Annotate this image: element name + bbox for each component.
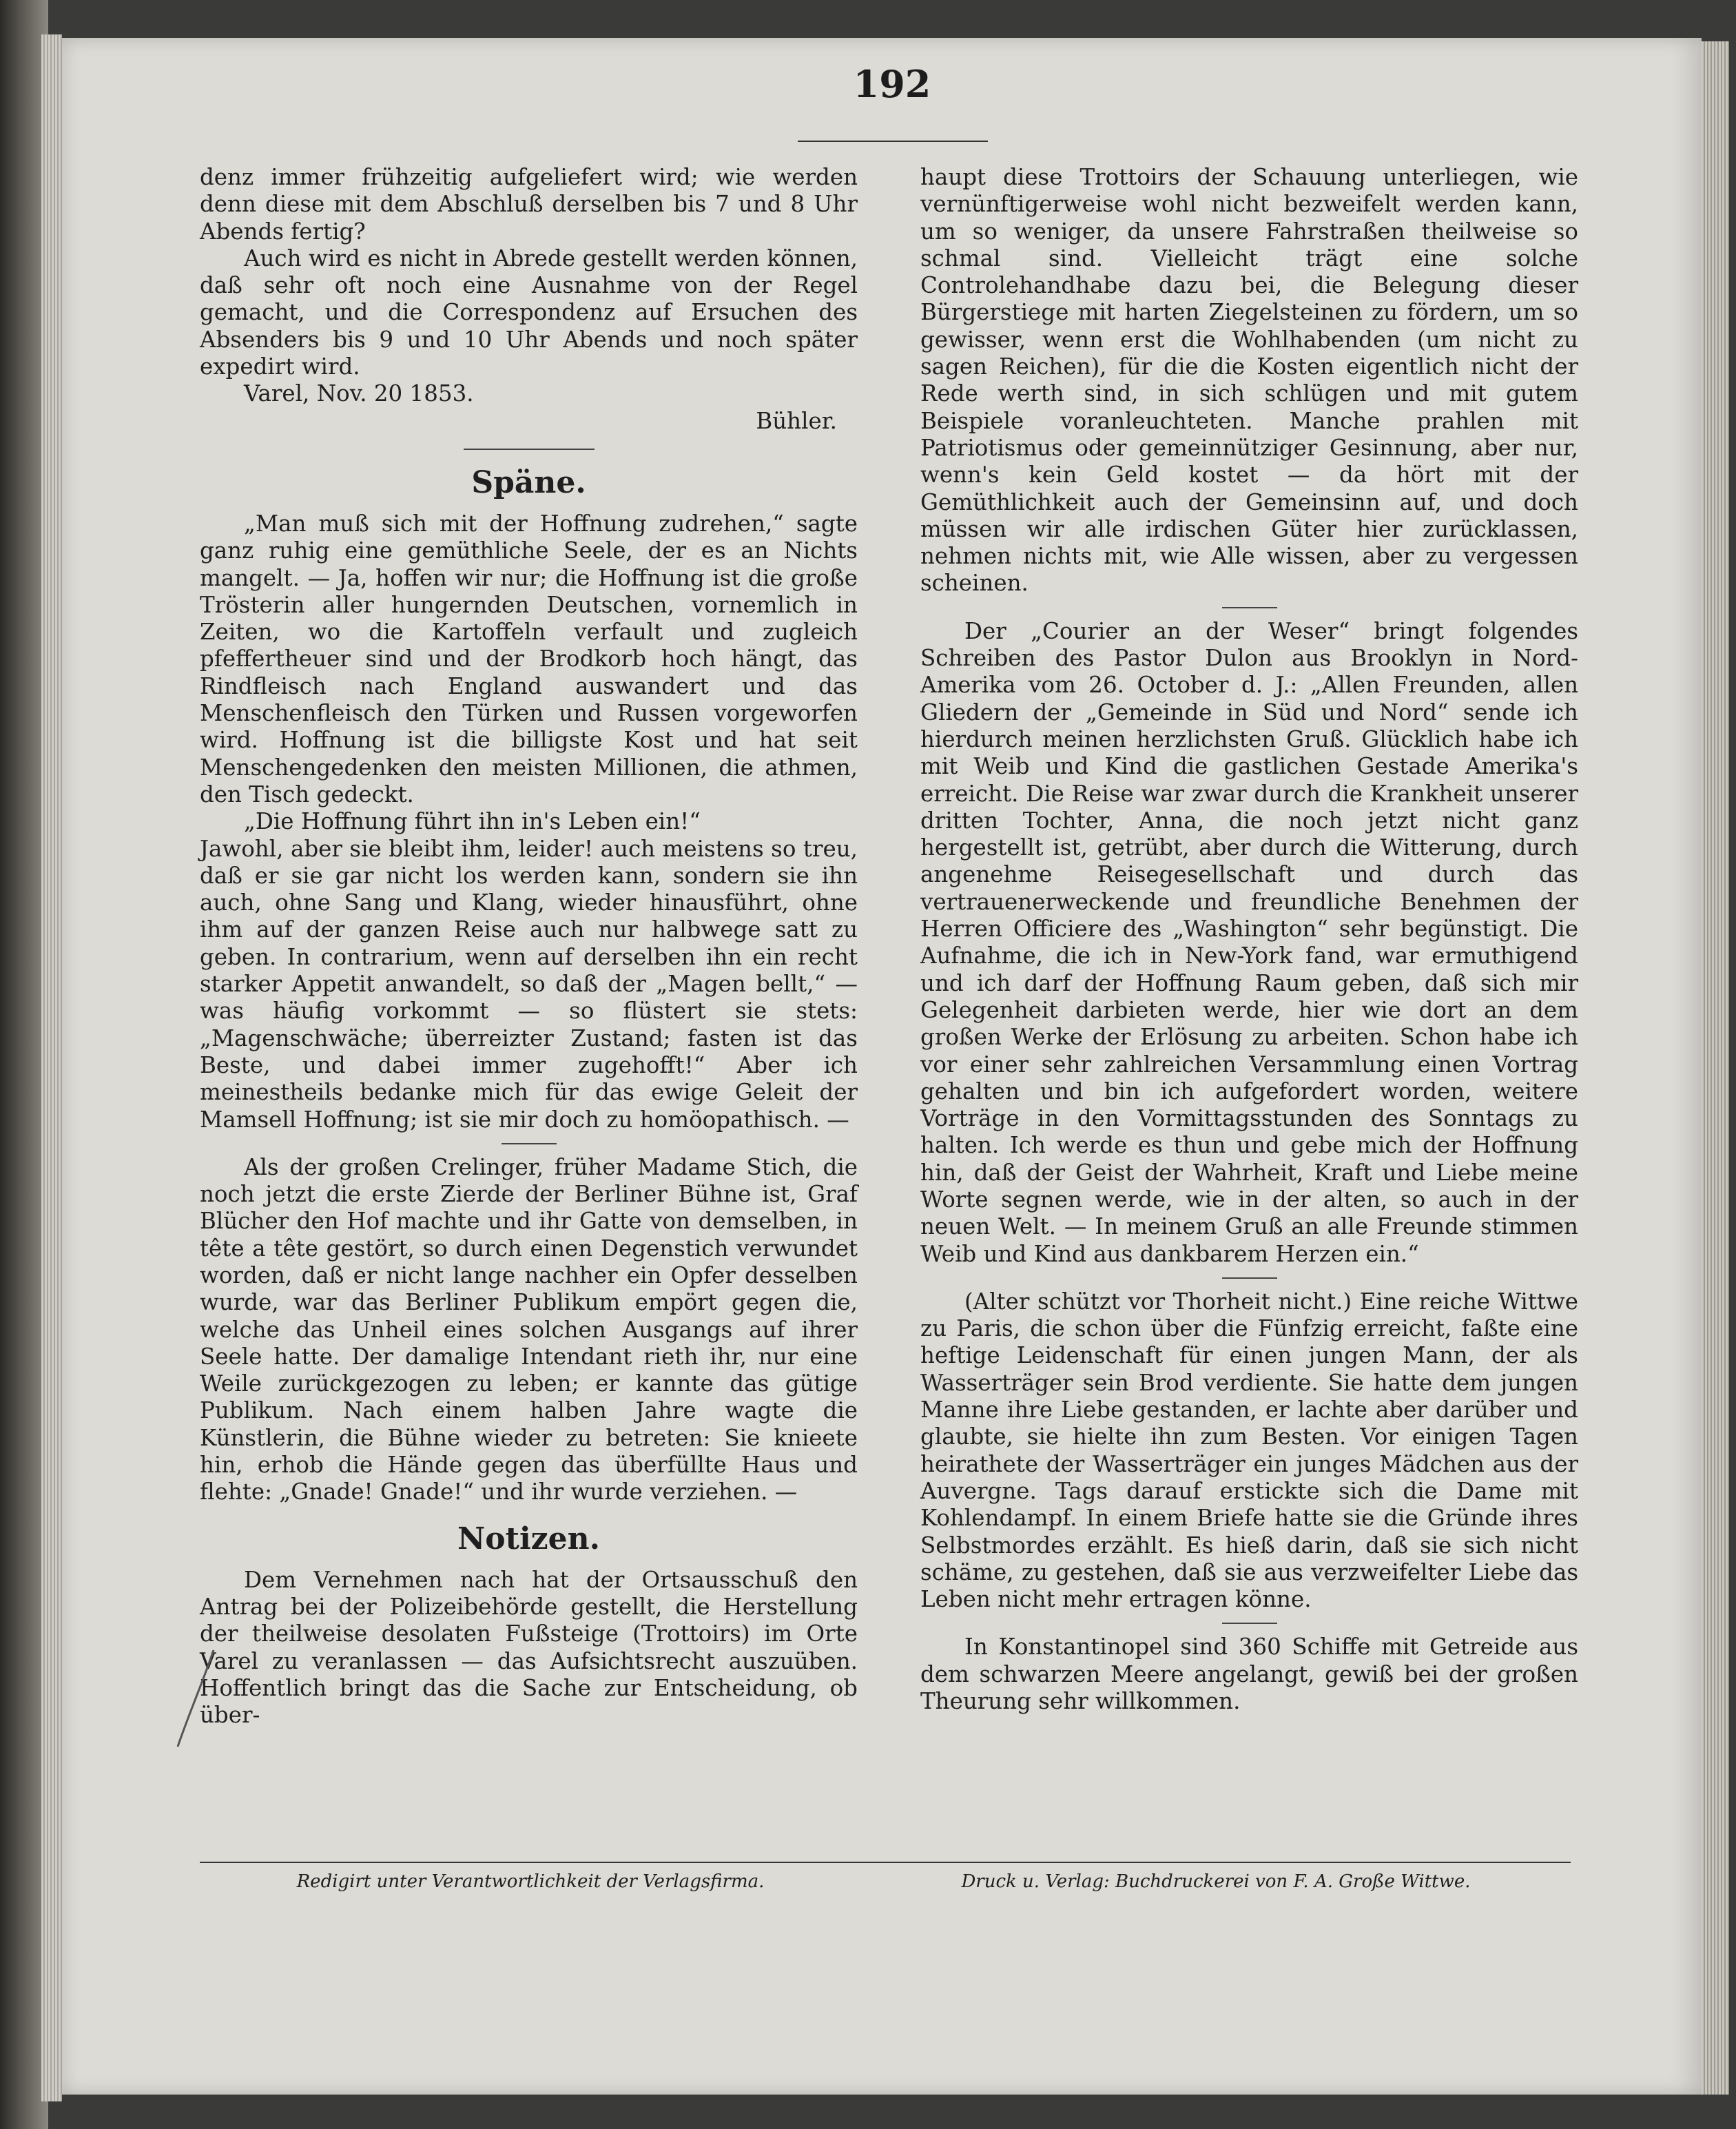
paragraph-divider [1222,607,1277,608]
page-edges-left [41,34,62,2101]
paragraph: (Alter schützt vor Thorheit nicht.) Eine reiche Wittwe zu Paris, die schon über die Fünfzig erreicht, faßte eine heftige Leidenschaft für einen jungen Mann, der als Wasserträger sein Brod verdiente. Sie hatte dem jungen Manne ihre Liebe gestanden, er lachte aber darüber und glaubte, sie hielte ihn zum Besten. Vor einigen Tagen heirathete der Wasserträger ein junges Mädchen aus der Auvergne. Tags darauf erstickte sich die Dame mit Kohlendampf. In einem Briefe hatte sie die Gründe ihres Selbstmordes erzählt. Es hieß darin, daß sie sich nicht schäme, zu gestehen, daß sie aus verzweifelter Liebe das Leben nicht mehr ertragen könne. [920,1288,1578,1613]
right-column [920,164,1578,1715]
footer-printer-note: Druck u. Verlag: Buchdruckerei von F. A. Große Wittwe. [961,1871,1471,1892]
page-number-rule [798,141,988,142]
section-heading-spaene: Späne. [471,464,586,500]
paragraph: haupt diese Trottoirs der Schauung unterliegen, wie vernünftigerweise wohl nicht bezweifelt werden kann, um so weniger, da unsere Fahrstraßen theilweise so schmal sind. Vielleicht trägt eine solche Controlehandhabe dazu bei, die Belegung dieser Bürgerstiege mit harten Ziegelsteinen zu fördern, um so gewisser, wenn erst die Wohlhabenden (um nicht zu sagen Reichen), für die die Kosten eigentlich nicht der Rede werth sind, in sich schlügen und mit gutem Beispiele voranleuchteten. Manche prahlen mit Patriotismus oder gemeinnütziger Gesinnung, aber nur, wenn's kein Geld kostet — da hört mit der Gemüthlichkeit auch der Gemeinsinn auf, und doch müssen wir alle irdischen Güter hier zurücklassen, nehmen nichts mit, wie Alle wissen, aber zu vergessen scheinen. [920,164,1578,597]
footer-rule [200,1862,1571,1863]
section-heading-notizen: Notizen. [457,1521,600,1556]
paragraph-divider [1222,1623,1277,1624]
dateline: Varel, Nov. 20 1853. [244,380,474,407]
pencil-mark-icon [172,1647,220,1750]
signature: Bühler. [756,407,837,434]
paragraph: Als der großen Crelinger, früher Madame Stich, die noch jetzt die erste Zierde der Berliner Bühne ist, Graf Blücher den Hof machte und ihr Gatte von demselben, in tête a tête gestört, so durch einen Degenstich verwundet worden, daß er nicht lange nachher ein Opfer desselben wurde, war das Berliner Publikum empört gegen die, welche das Unheil eines solchen Ausgangs auf ihrer Seele hatte. Der damalige Intendant rieth ihr, nur eine Weile zurückgezogen zu leben; er kannte das gütige Publikum. Nach einem halben Jahre wagte die Künstlerin, die Bühne wieder zu betreten: Sie knieete hin, erhob die Hände gegen das überfüllte Haus und flehte: „Gnade! Gnade!“ und ihr wurde verziehen. — [200,1153,858,1505]
paragraph: Auch wird es nicht in Abrede gestellt werden können, daß sehr oft noch eine Ausnahme von der Regel gemacht, und die Correspondenz auf Ersuchen des Absenders bis 9 und 10 Uhr Abends und noch später expedirt wird. [200,245,858,380]
paragraph: Jawohl, aber sie bleibt ihm, leider! auch meistens so treu, daß er sie gar nicht los werden kann, sondern sie ihn auch, ohne Sang und Klang, wieder hinausführt, ohne ihm auf der ganzen Reise auch nur halbwege satt zu geben. In contrarium, wenn auf derselben ihn ein recht starker Appetit anwandelt, so daß der „Magen bellt,“ — was häufig vorkommt — so flüstert sie stets: „Magenschwäche; überreizter Zustand; fasten ist das Beste, und dabei immer zugehofft!“ Aber ich meinestheils bedanke mich für das ewige Geleit der Mamsell Hoffnung; ist sie mir doch zu homöopathisch. — [200,835,858,1133]
page-number: 192 [853,62,931,106]
paragraph: In Konstantinopel sind 360 Schiffe mit Getreide aus dem schwarzen Meere angelangt, gewiß bei der großen Theurung sehr willkommen. [920,1634,1578,1715]
paragraph-divider [502,1143,557,1144]
left-column [200,164,858,1729]
paragraph: „Man muß sich mit der Hoffnung zudrehen,“ sagte ganz ruhig eine gemüthliche Seele, der es an Nichts mangelt. — Ja, hoffen wir nur; die Hoffnung ist die große Trösterin aller hungernden Deutschen, vornemlich in Zeiten, wo die Kartoffeln verfault und zugleich pfeffertheuer sind und der Brodkorb hoch hängt, das Rindfleisch nach England auswandert und das Menschenfleisch den Türken und Russen vorgeworfen wird. Hoffnung ist die billigste Kost und hat seit Menschengedenken den meisten Millionen, die athmen, den Tisch gedeckt. [200,510,858,808]
paragraph-divider [1222,1277,1277,1279]
section-divider [464,449,595,450]
paragraph: denz immer frühzeitig aufgeliefert wird; wie werden denn diese mit dem Abschluß derselben bis 7 und 8 Uhr Abends fertig? [200,164,858,245]
paragraph: Der „Courier an der Weser“ bringt folgendes Schreiben des Pastor Dulon aus Brooklyn in Nord-Amerika vom 26. October d. J.: „Allen Freunden, allen Gliedern der „Gemeinde in Süd und Nord“ sende ich hierdurch meinen herzlichsten Gruß. Glücklich habe ich mit Weib und Kind die gastlichen Gestade Amerika's erreicht. Die Reise war zwar durch die Krankheit unserer dritten Tochter, Anna, die noch jetzt nicht ganz hergestellt ist, getrübt, aber durch die Witterung, durch angenehme Reisegesellschaft und durch das vertrauenerweckende und freundliche Benehmen der Herren Officiere des „Washington“ sehr begünstigt. Die Aufnahme, die ich in New-York fand, war ermuthigend und ich darf der Hoffnung Raum geben, daß sich mir Gelegenheit darbieten werde, hier wie dort an dem großen Werke der Erlösung zu arbeiten. Schon habe ich vor einer sehr zahlreichen Versammlung einen Vortrag gehalten und bin ich aufgefordert worden, weitere Vorträge in den Vormittagsstunden des Sonntags zu halten. Ich werde es thun und gebe mich der Hoffnung hin, daß der Geist der Wahrheit, Kraft und Liebe meine Worte segnen werde, wie in der alten, so auch in der neuen Welt. — In meinem Gruß an alle Freunde stimmen Weib und Kind aus dankbarem Herzen ein.“ [920,617,1578,1267]
page-edges-right [1702,41,1729,2095]
paragraph: Dem Vernehmen nach hat der Ortsausschuß den Antrag bei der Polizeibehörde gestellt, die Herstellung der theilweise desolaten Fußsteige (Trottoirs) im Orte Varel zu veranlassen — das Aufsichtsrecht auszuüben. Hoffentlich bringt das die Sache zur Entscheidung, ob über- [200,1566,858,1729]
footer-editor-note: Redigirt unter Verantwortlichkeit der Verlagsfirma. [296,1871,765,1892]
paragraph: „Die Hoffnung führt ihn in's Leben ein!“ [244,808,701,835]
